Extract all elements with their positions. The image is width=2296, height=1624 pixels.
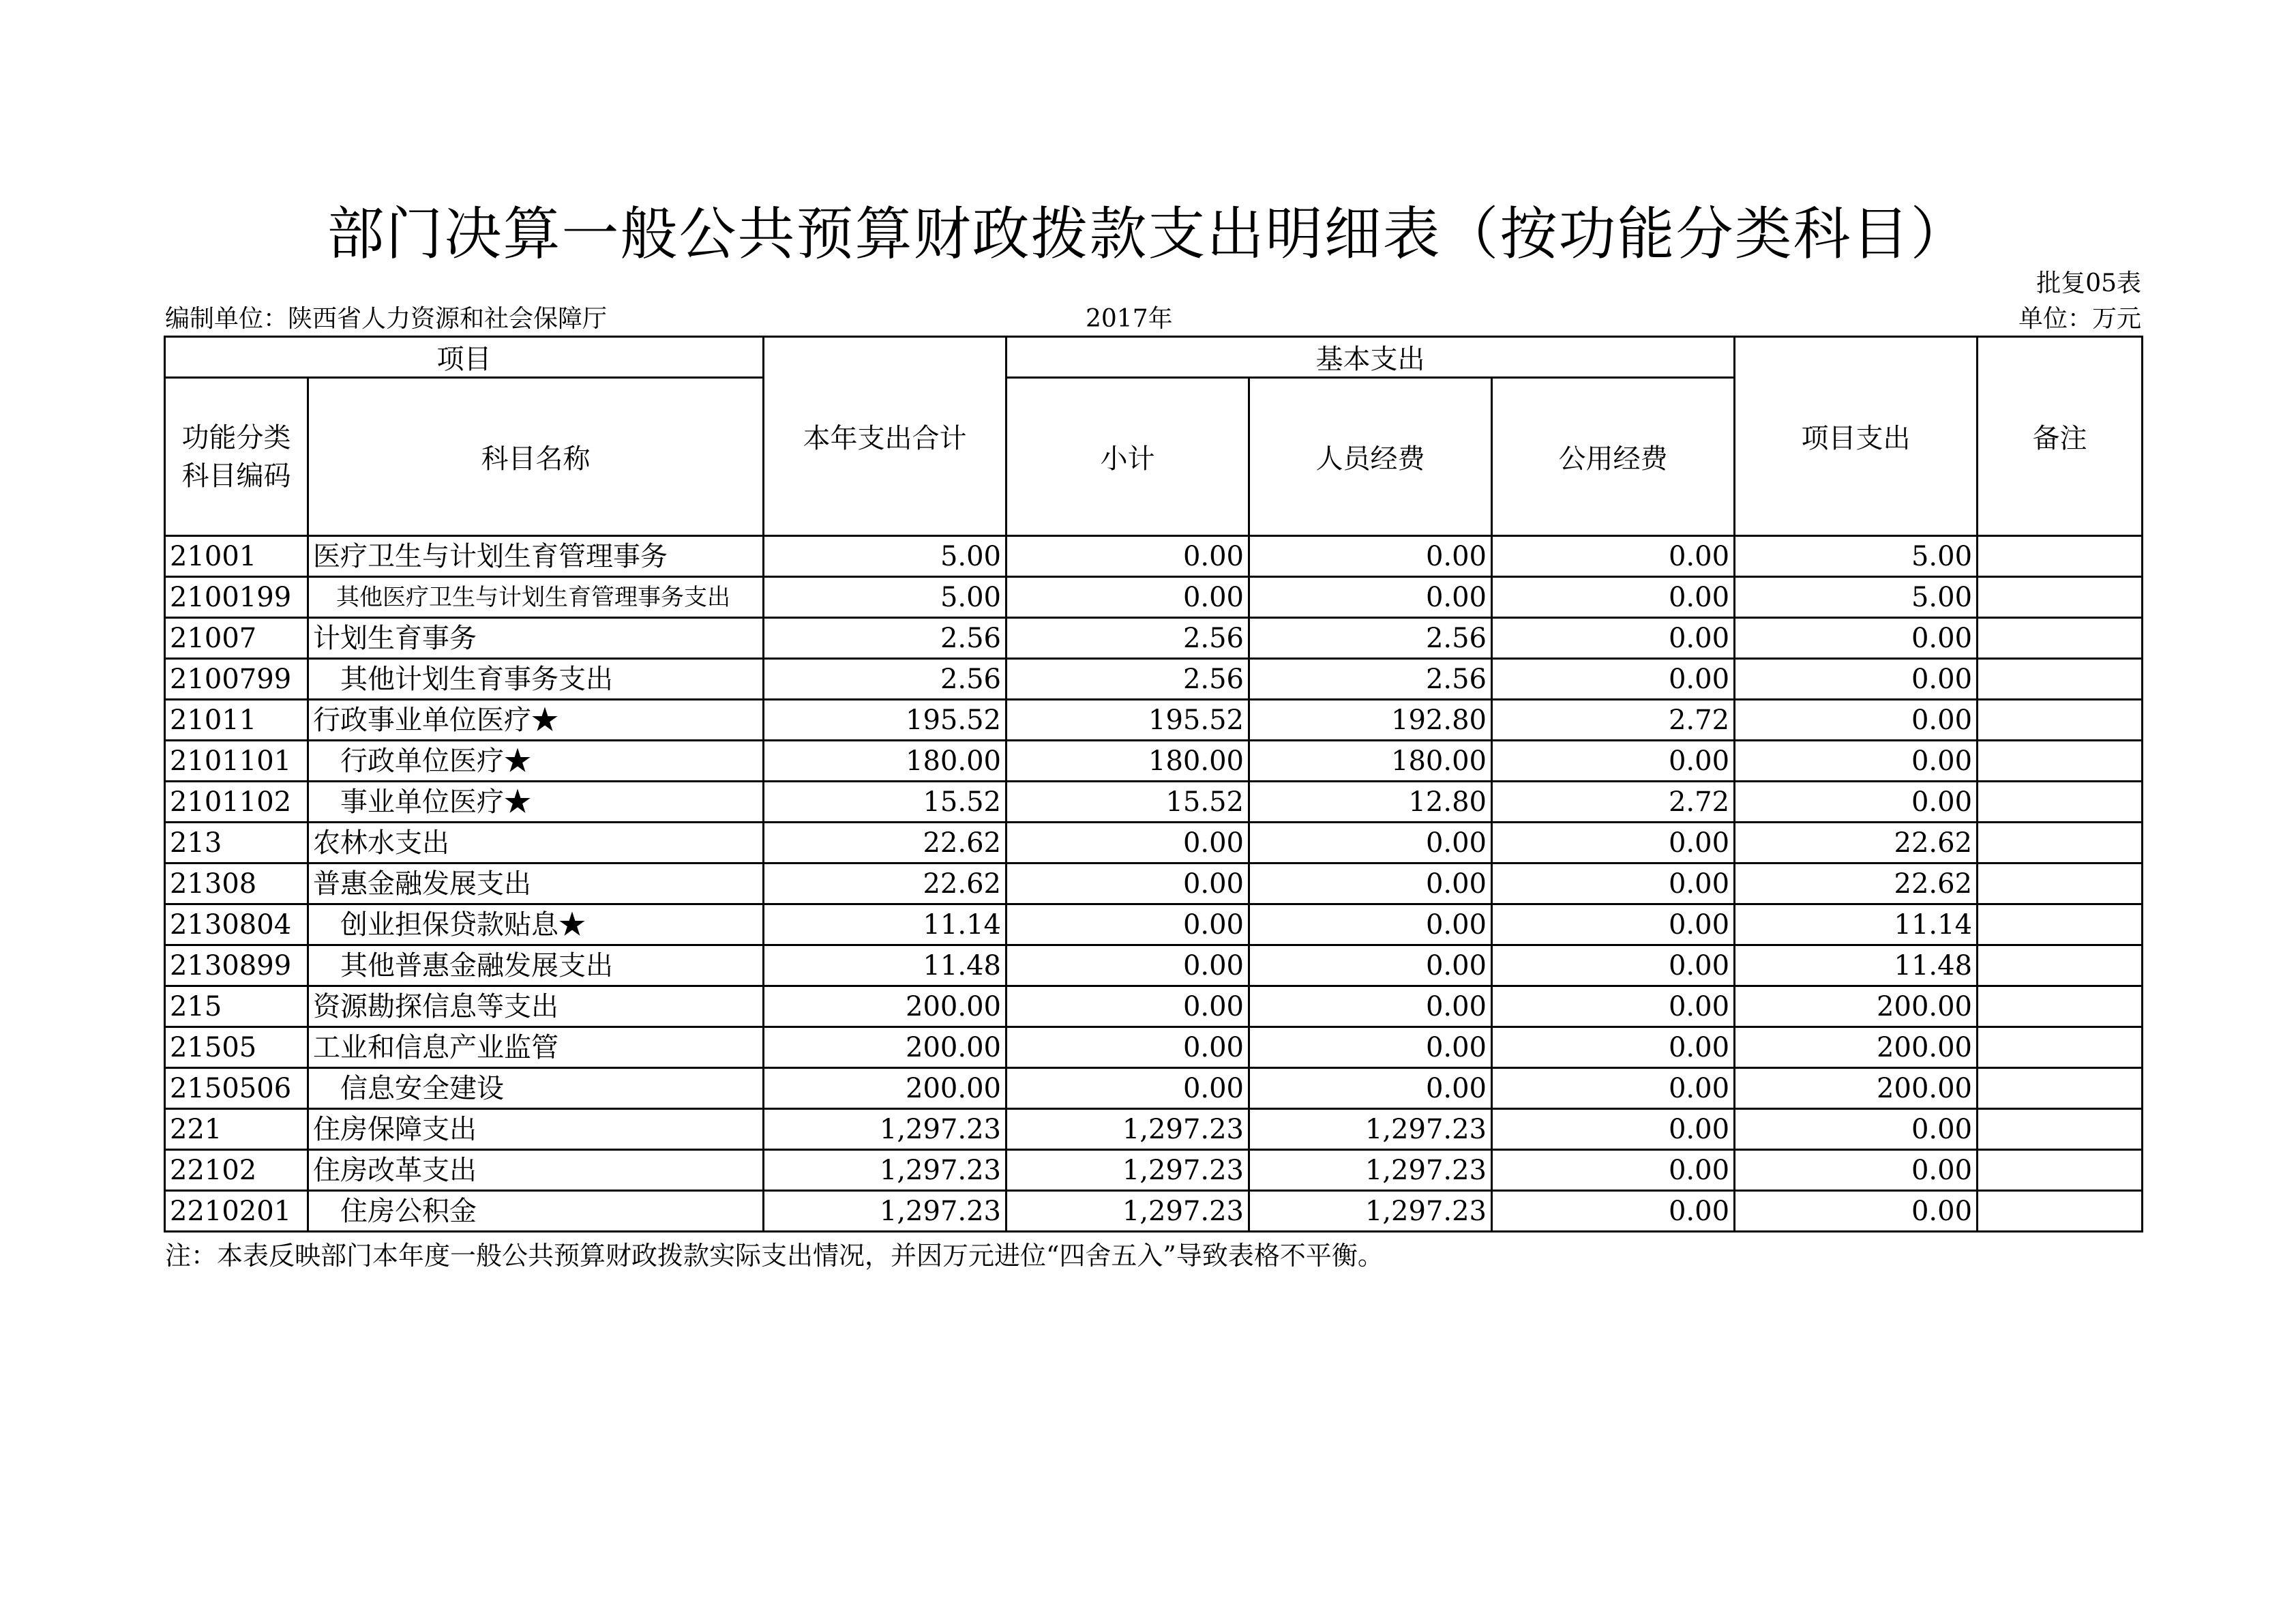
row-total: 1,297.23 — [764, 1150, 1007, 1191]
row-remark — [1978, 782, 2143, 823]
row-personnel: 2.56 — [1249, 618, 1492, 659]
table-row — [165, 1150, 2143, 1191]
row-subtotal: 0.00 — [1007, 1068, 1249, 1109]
row-subtotal: 195.52 — [1007, 700, 1249, 741]
row-code: 2101101 — [165, 741, 308, 782]
row-total: 2.56 — [764, 659, 1007, 700]
row-public: 0.00 — [1492, 741, 1735, 782]
row-total: 1,297.23 — [764, 1191, 1007, 1232]
header-personnel: 人员经费 — [1249, 378, 1492, 536]
row-subtotal: 1,297.23 — [1007, 1109, 1249, 1150]
row-code: 2130804 — [165, 904, 308, 945]
row-name: 事业单位医疗★ — [308, 782, 764, 823]
row-remark — [1978, 536, 2143, 577]
header-basic: 基本支出 — [1007, 337, 1735, 378]
row-personnel: 0.00 — [1249, 1068, 1492, 1109]
row-public: 0.00 — [1492, 659, 1735, 700]
table-row — [165, 741, 2143, 782]
row-project: 0.00 — [1735, 700, 1978, 741]
row-personnel: 0.00 — [1249, 577, 1492, 618]
row-name: 住房保障支出 — [308, 1109, 764, 1150]
row-public: 0.00 — [1492, 863, 1735, 904]
row-public: 0.00 — [1492, 618, 1735, 659]
row-code: 2101102 — [165, 782, 308, 823]
expenditure-table — [164, 336, 2143, 1232]
header-project-expense: 项目支出 — [1735, 337, 1978, 536]
header-code: 功能分类科目编码 — [165, 378, 308, 536]
row-name: 信息安全建设 — [308, 1068, 764, 1109]
row-code: 22102 — [165, 1150, 308, 1191]
row-remark — [1978, 1191, 2143, 1232]
row-total: 200.00 — [764, 986, 1007, 1027]
table-row — [165, 823, 2143, 863]
row-name: 工业和信息产业监管 — [308, 1027, 764, 1068]
row-total: 200.00 — [764, 1068, 1007, 1109]
row-public: 0.00 — [1492, 1150, 1735, 1191]
row-subtotal: 0.00 — [1007, 904, 1249, 945]
row-code: 21001 — [165, 536, 308, 577]
row-subtotal: 0.00 — [1007, 577, 1249, 618]
row-personnel: 0.00 — [1249, 863, 1492, 904]
row-project: 200.00 — [1735, 986, 1978, 1027]
row-project: 22.62 — [1735, 863, 1978, 904]
row-project: 0.00 — [1735, 782, 1978, 823]
row-code: 21308 — [165, 863, 308, 904]
row-subtotal: 2.56 — [1007, 659, 1249, 700]
compiling-unit: 编制单位：陕西省人力资源和社会保障厅 — [165, 305, 608, 333]
table-row — [165, 577, 2143, 618]
header-project: 项目 — [165, 337, 764, 378]
table-row — [165, 1109, 2143, 1150]
row-total: 2.56 — [764, 618, 1007, 659]
row-personnel: 0.00 — [1249, 536, 1492, 577]
table-row — [165, 1027, 2143, 1068]
row-remark — [1978, 741, 2143, 782]
row-remark — [1978, 1027, 2143, 1068]
row-remark — [1978, 700, 2143, 741]
row-personnel: 1,297.23 — [1249, 1191, 1492, 1232]
row-remark — [1978, 945, 2143, 986]
row-code: 21011 — [165, 700, 308, 741]
row-name: 农林水支出 — [308, 823, 764, 863]
row-public: 0.00 — [1492, 1027, 1735, 1068]
row-subtotal: 0.00 — [1007, 1027, 1249, 1068]
row-public: 0.00 — [1492, 904, 1735, 945]
row-remark — [1978, 823, 2143, 863]
row-code: 213 — [165, 823, 308, 863]
row-subtotal: 0.00 — [1007, 945, 1249, 986]
row-project: 0.00 — [1735, 659, 1978, 700]
row-personnel: 12.80 — [1249, 782, 1492, 823]
table-row — [165, 863, 2143, 904]
currency-unit: 单位：万元 — [2018, 305, 2141, 333]
row-public: 0.00 — [1492, 1109, 1735, 1150]
footnote: 注：本表反映部门本年度一般公共预算财政拨款实际支出情况，并因万元进位“四舍五入”导致表格不平衡。 — [165, 1241, 1384, 1271]
row-project: 200.00 — [1735, 1027, 1978, 1068]
row-total: 5.00 — [764, 577, 1007, 618]
row-code: 2100199 — [165, 577, 308, 618]
row-code: 21505 — [165, 1027, 308, 1068]
row-project: 11.14 — [1735, 904, 1978, 945]
row-project: 0.00 — [1735, 741, 1978, 782]
table-number: 批复05表 — [2036, 269, 2141, 297]
row-personnel: 0.00 — [1249, 1027, 1492, 1068]
row-code: 221 — [165, 1109, 308, 1150]
row-project: 11.48 — [1735, 945, 1978, 986]
row-name: 其他普惠金融发展支出 — [308, 945, 764, 986]
table-row — [165, 945, 2143, 986]
header-remark: 备注 — [1978, 337, 2143, 536]
row-project: 0.00 — [1735, 1150, 1978, 1191]
row-personnel: 2.56 — [1249, 659, 1492, 700]
row-name: 普惠金融发展支出 — [308, 863, 764, 904]
row-public: 0.00 — [1492, 986, 1735, 1027]
row-name: 其他计划生育事务支出 — [308, 659, 764, 700]
row-name: 住房公积金 — [308, 1191, 764, 1232]
row-remark — [1978, 659, 2143, 700]
row-public: 0.00 — [1492, 823, 1735, 863]
row-name: 资源勘探信息等支出 — [308, 986, 764, 1027]
row-public: 0.00 — [1492, 945, 1735, 986]
row-subtotal: 15.52 — [1007, 782, 1249, 823]
row-subtotal: 1,297.23 — [1007, 1150, 1249, 1191]
row-personnel: 0.00 — [1249, 823, 1492, 863]
header-public: 公用经费 — [1492, 378, 1735, 536]
row-name: 其他医疗卫生与计划生育管理事务支出 — [308, 577, 764, 618]
row-subtotal: 0.00 — [1007, 986, 1249, 1027]
row-personnel: 1,297.23 — [1249, 1109, 1492, 1150]
row-total: 180.00 — [764, 741, 1007, 782]
header-subtotal: 小计 — [1007, 378, 1249, 536]
row-personnel: 1,297.23 — [1249, 1150, 1492, 1191]
row-code: 2100799 — [165, 659, 308, 700]
row-name: 行政单位医疗★ — [308, 741, 764, 782]
row-remark — [1978, 863, 2143, 904]
row-personnel: 180.00 — [1249, 741, 1492, 782]
row-total: 22.62 — [764, 863, 1007, 904]
row-remark — [1978, 577, 2143, 618]
row-code: 2150506 — [165, 1068, 308, 1109]
row-remark — [1978, 904, 2143, 945]
row-total: 11.14 — [764, 904, 1007, 945]
row-remark — [1978, 618, 2143, 659]
header-total: 本年支出合计 — [764, 337, 1007, 536]
row-total: 5.00 — [764, 536, 1007, 577]
header-name: 科目名称 — [308, 378, 764, 536]
row-public: 0.00 — [1492, 577, 1735, 618]
row-remark — [1978, 1109, 2143, 1150]
row-code: 215 — [165, 986, 308, 1027]
table-row — [165, 659, 2143, 700]
table-row — [165, 904, 2143, 945]
table-row — [165, 1191, 2143, 1232]
row-project: 5.00 — [1735, 536, 1978, 577]
row-name: 住房改革支出 — [308, 1150, 764, 1191]
row-code: 2210201 — [165, 1191, 308, 1232]
table-row — [165, 1068, 2143, 1109]
row-name: 创业担保贷款贴息★ — [308, 904, 764, 945]
row-personnel: 0.00 — [1249, 945, 1492, 986]
row-total: 22.62 — [764, 823, 1007, 863]
row-project: 0.00 — [1735, 1191, 1978, 1232]
report-year: 2017年 — [1086, 305, 1173, 333]
row-subtotal: 1,297.23 — [1007, 1191, 1249, 1232]
table-row — [165, 986, 2143, 1027]
row-subtotal: 0.00 — [1007, 536, 1249, 577]
table-row — [165, 536, 2143, 577]
row-project: 5.00 — [1735, 577, 1978, 618]
row-personnel: 0.00 — [1249, 986, 1492, 1027]
row-total: 1,297.23 — [764, 1109, 1007, 1150]
row-total: 11.48 — [764, 945, 1007, 986]
row-public: 0.00 — [1492, 1068, 1735, 1109]
row-remark — [1978, 1068, 2143, 1109]
row-subtotal: 2.56 — [1007, 618, 1249, 659]
row-remark — [1978, 986, 2143, 1027]
row-code: 2130899 — [165, 945, 308, 986]
table-row — [165, 618, 2143, 659]
row-subtotal: 0.00 — [1007, 863, 1249, 904]
row-project: 0.00 — [1735, 1109, 1978, 1150]
row-total: 195.52 — [764, 700, 1007, 741]
row-code: 21007 — [165, 618, 308, 659]
page-title: 部门决算一般公共预算财政拨款支出明细表（按功能分类科目） — [327, 201, 1969, 267]
row-personnel: 192.80 — [1249, 700, 1492, 741]
row-subtotal: 180.00 — [1007, 741, 1249, 782]
row-name: 计划生育事务 — [308, 618, 764, 659]
row-public: 0.00 — [1492, 1191, 1735, 1232]
row-project: 0.00 — [1735, 618, 1978, 659]
row-remark — [1978, 1150, 2143, 1191]
row-name: 医疗卫生与计划生育管理事务 — [308, 536, 764, 577]
row-public: 2.72 — [1492, 782, 1735, 823]
row-public: 2.72 — [1492, 700, 1735, 741]
row-total: 15.52 — [764, 782, 1007, 823]
row-total: 200.00 — [764, 1027, 1007, 1068]
row-name: 行政事业单位医疗★ — [308, 700, 764, 741]
table-row — [165, 782, 2143, 823]
row-subtotal: 0.00 — [1007, 823, 1249, 863]
row-project: 200.00 — [1735, 1068, 1978, 1109]
row-project: 22.62 — [1735, 823, 1978, 863]
row-public: 0.00 — [1492, 536, 1735, 577]
row-personnel: 0.00 — [1249, 904, 1492, 945]
table-row — [165, 700, 2143, 741]
